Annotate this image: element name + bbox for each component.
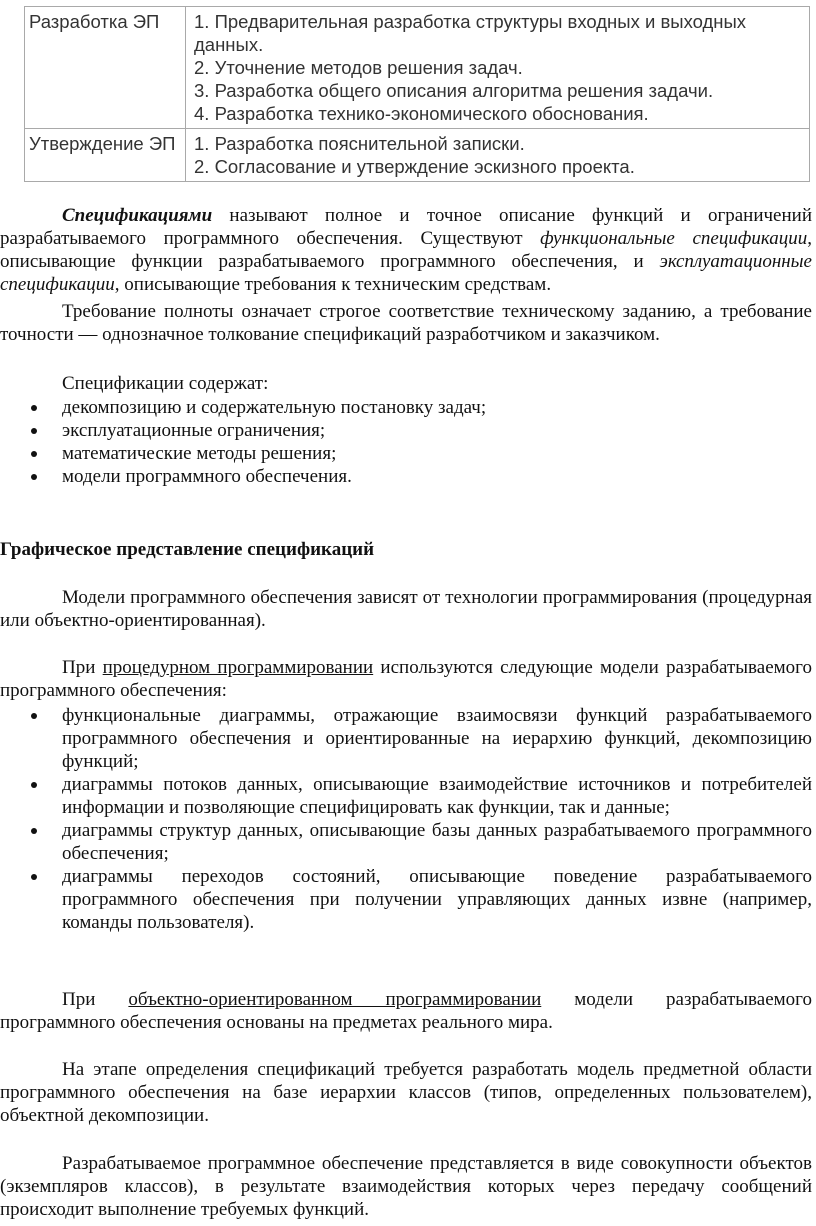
list-item-text: математические методы решения; [62,443,337,464]
specs-contain-paragraph [0,372,812,395]
list-item-text: декомпозицию и содержательную постановку задач; [62,397,487,418]
bullet-icon [31,405,37,411]
requirements-paragraph [0,300,812,346]
step-item: 3. Разработка общего описания алгоритма решения задачи. [194,80,714,101]
stages-table [24,6,810,182]
text-span: При [62,989,129,1010]
bullet-icon [31,713,37,719]
specifications-paragraph [0,204,812,296]
oop-paragraph [0,988,812,1034]
text-span: При [62,657,103,678]
text-span: , описывающие требования к техническим средствам. [114,274,552,295]
models-paragraph [0,586,812,632]
text-span: , описывающие функции разрабатываемого программного обеспечения, и [0,228,812,272]
table-row [25,129,810,182]
steps-cell [186,7,810,129]
bullet-icon [31,828,37,834]
list-item [0,396,812,419]
list-item [0,465,812,488]
step-item: 1. Разработка пояснительной записки. [194,133,525,154]
text-span: используются следующие модели разрабатываемого программного обеспечения: [0,657,812,701]
step-item: 1. Предварительная разработка структуры входных и выходных данных. [194,11,747,55]
specs-contents-list [0,396,812,488]
text-span: Спецификации содержат: [62,373,269,394]
term-operational-specs: эксплуатационные спецификации [0,251,812,295]
step-item: 4. Разработка технико-экономического обоснования. [194,103,649,124]
text-span: Модели программного обеспечения зависят от технологии программирования (процедурная или объектно-ориентированная). [0,587,812,631]
term-functional-specs: функциональные спецификации [540,228,808,249]
table-row [25,7,810,129]
list-item-text: функциональные диаграммы, отражающие взаимосвязи функций разрабатываемого программного обеспечения и ориентированные на иерархию функций, декомпозицию функций; [62,705,812,772]
list-item [0,865,812,934]
stage-cell: Разработка ЭП [25,7,186,129]
list-item-text: диаграммы структур данных, описывающие базы данных разрабатываемого программного обеспечения; [62,820,812,864]
text-span: Требование полноты означает строгое соответствие техническому заданию, а требование точности — однозначное толкование спецификаций разработчиком и заказчиком. [0,301,812,345]
stage-cell: Утверждение ЭП [25,129,186,182]
step-item: 2. Уточнение методов решения задач. [194,57,523,78]
text-span: называют полное и точное описание функций и ограничений разрабатываемого программного обеспечения. Существуют [0,205,812,249]
text-span: модели разрабатываемого программного обеспечения основаны на предметах реального мира. [0,989,812,1033]
term-specifications: Спецификациями [62,205,213,226]
bullet-icon [31,451,37,457]
objects-paragraph [0,1152,812,1221]
list-item-text: модели программного обеспечения. [62,466,352,487]
underlined-term: объектно-ориентированном программировании [128,989,542,1010]
list-item [0,819,812,865]
section-heading: Графическое представление спецификаций [0,539,375,560]
list-item-text: диаграммы потоков данных, описывающие взаимодействие источников и потребителей информации и позволяющие специфицировать как функции, так и данные; [62,774,812,818]
procedural-models-list [0,704,812,934]
text-span: На этапе определения спецификаций требуется разработать модель предметной области программного обеспечения на базе иерархии классов (типов, определенных пользователем), объектной декомпозиции. [0,1059,812,1126]
list-item [0,442,812,465]
list-item [0,773,812,819]
list-item-text: эксплуатационные ограничения; [62,420,326,441]
domain-model-paragraph [0,1058,812,1127]
bullet-icon [31,428,37,434]
bullet-icon [31,474,37,480]
underlined-term: процедурном программировании [102,657,374,678]
procedural-paragraph [0,656,812,702]
step-item: 2. Согласование и утверждение эскизного проекта. [194,156,635,177]
text-span: Разрабатываемое программное обеспечение представляется в виде совокупности объектов (экземпляров классов), в результате взаимодействия которых через передачу сообщений происходит выполнение требуемых функций. [0,1153,812,1220]
list-item-text: диаграммы переходов состояний, описывающие поведение разрабатываемого программного обеспечения при получении управляющих данных извне (например, команды пользователя). [62,866,812,933]
steps-cell [186,129,810,182]
bullet-icon [31,874,37,880]
list-item [0,704,812,773]
bullet-icon [31,782,37,788]
list-item [0,419,812,442]
